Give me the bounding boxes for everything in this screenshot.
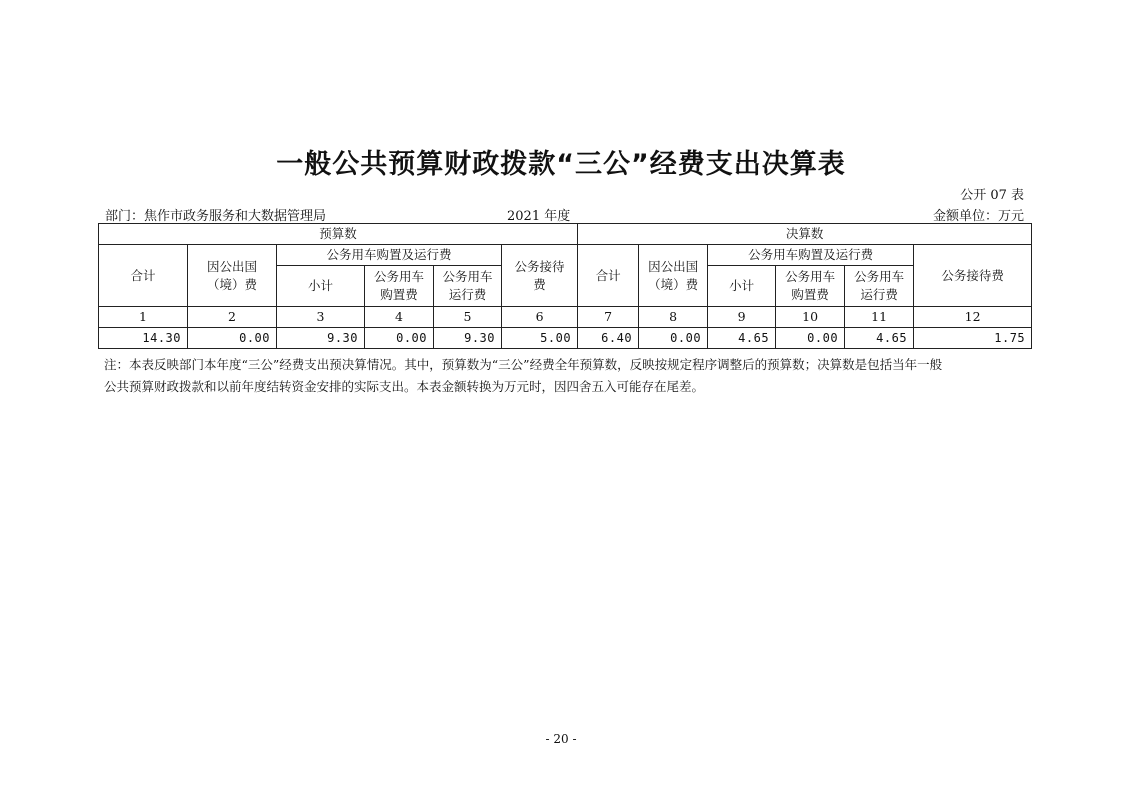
budget-vehicle-operation-header xyxy=(434,266,502,307)
budget-vehicle-operation-value: 9.30 xyxy=(434,328,502,349)
group-header-row xyxy=(99,224,1032,245)
table-notes xyxy=(104,354,1030,398)
index-cell: 6 xyxy=(502,307,578,328)
final-vehicle-purchase-line2: 购置费 xyxy=(791,287,829,302)
final-vehicle-operation-value: 4.65 xyxy=(845,328,914,349)
budget-abroad-line1: 因公出国 xyxy=(206,258,257,274)
budget-vehicle-purchase-header xyxy=(365,266,434,307)
final-vehicle-operation-header xyxy=(845,266,914,307)
index-cell: 11 xyxy=(845,307,914,328)
final-abroad-header xyxy=(639,245,708,307)
budget-vehicle-subtotal-value: 9.30 xyxy=(277,328,365,349)
budget-vehicle-purchase-value: 0.00 xyxy=(365,328,434,349)
budget-total-header: 合计 xyxy=(99,245,188,307)
budget-vehicle-operation-line1: 公务用车 xyxy=(442,269,493,284)
budget-vehicle-purchase-line1: 公务用车 xyxy=(373,269,424,284)
final-group-header: 决算数 xyxy=(578,224,1032,245)
final-subtotal-header: 小计 xyxy=(708,266,776,307)
three-public-expenses-table xyxy=(98,223,1032,349)
form-number: 公开 07 表 xyxy=(960,188,1024,203)
final-vehicle-operation-line1: 公务用车 xyxy=(854,269,905,284)
fiscal-year: 2021 年度 xyxy=(507,209,571,224)
budget-reception-line2: 费 xyxy=(533,276,546,292)
final-total-value: 6.40 xyxy=(578,328,639,349)
budget-reception-header xyxy=(502,245,578,307)
final-abroad-line1: 因公出国 xyxy=(648,258,699,274)
index-cell: 9 xyxy=(708,307,776,328)
page-number: - 20 - xyxy=(545,732,577,746)
budget-abroad-header xyxy=(188,245,277,307)
final-vehicle-subtotal-value: 4.65 xyxy=(708,328,776,349)
budget-vehicle-purchase-line2: 购置费 xyxy=(380,287,418,302)
budget-subtotal-header: 小计 xyxy=(277,266,365,307)
index-cell: 7 xyxy=(578,307,639,328)
final-vehicle-purchase-line1: 公务用车 xyxy=(785,269,836,284)
index-cell: 3 xyxy=(277,307,365,328)
final-vehicle-purchase-value: 0.00 xyxy=(776,328,845,349)
subgroup-header-row xyxy=(99,245,1032,266)
index-cell: 2 xyxy=(188,307,277,328)
budget-abroad-line2: （境）费 xyxy=(206,276,257,292)
budget-abroad-value: 0.00 xyxy=(188,328,277,349)
budget-group-header: 预算数 xyxy=(99,224,578,245)
department-label: 部门：焦作市政务服务和大数据管理局 xyxy=(105,209,327,224)
index-row xyxy=(99,307,1032,328)
index-cell: 10 xyxy=(776,307,845,328)
final-vehicle-operation-line2: 运行费 xyxy=(860,287,898,302)
index-cell: 1 xyxy=(99,307,188,328)
index-cell: 12 xyxy=(914,307,1032,328)
final-total-header: 合计 xyxy=(578,245,639,307)
index-cell: 4 xyxy=(365,307,434,328)
final-vehicle-purchase-header xyxy=(776,266,845,307)
final-abroad-line2: （境）费 xyxy=(648,276,699,292)
amount-unit: 金额单位：万元 xyxy=(932,209,1024,224)
budget-vehicle-operation-line2: 运行费 xyxy=(448,287,487,302)
budget-total-value: 14.30 xyxy=(99,328,188,349)
budget-reception-line1: 公务接待 xyxy=(514,258,565,274)
final-abroad-value: 0.00 xyxy=(639,328,708,349)
page-title: 一般公共预算财政拨款“三公”经费支出决算表 xyxy=(276,149,846,180)
budget-vehicle-group-header: 公务用车购置及运行费 xyxy=(277,245,502,266)
notes-line-1: 注：本表反映部门本年度“三公”经费支出预决算情况。其中，预算数为“三公”经费全年预算数，反映按规定程序调整后的预算数；决算数是包括当年一般 xyxy=(104,357,943,372)
notes-line-2: 公共预算财政拨款和以前年度结转资金安排的实际支出。本表金额转换为万元时，因四舍五入可能存在尾差。 xyxy=(104,379,705,394)
index-cell: 8 xyxy=(639,307,708,328)
index-cell: 5 xyxy=(434,307,502,328)
budget-reception-value: 5.00 xyxy=(502,328,578,349)
final-vehicle-group-header: 公务用车购置及运行费 xyxy=(708,245,914,266)
value-row xyxy=(99,328,1032,349)
final-reception-header: 公务接待费 xyxy=(914,245,1032,307)
final-reception-value: 1.75 xyxy=(914,328,1032,349)
